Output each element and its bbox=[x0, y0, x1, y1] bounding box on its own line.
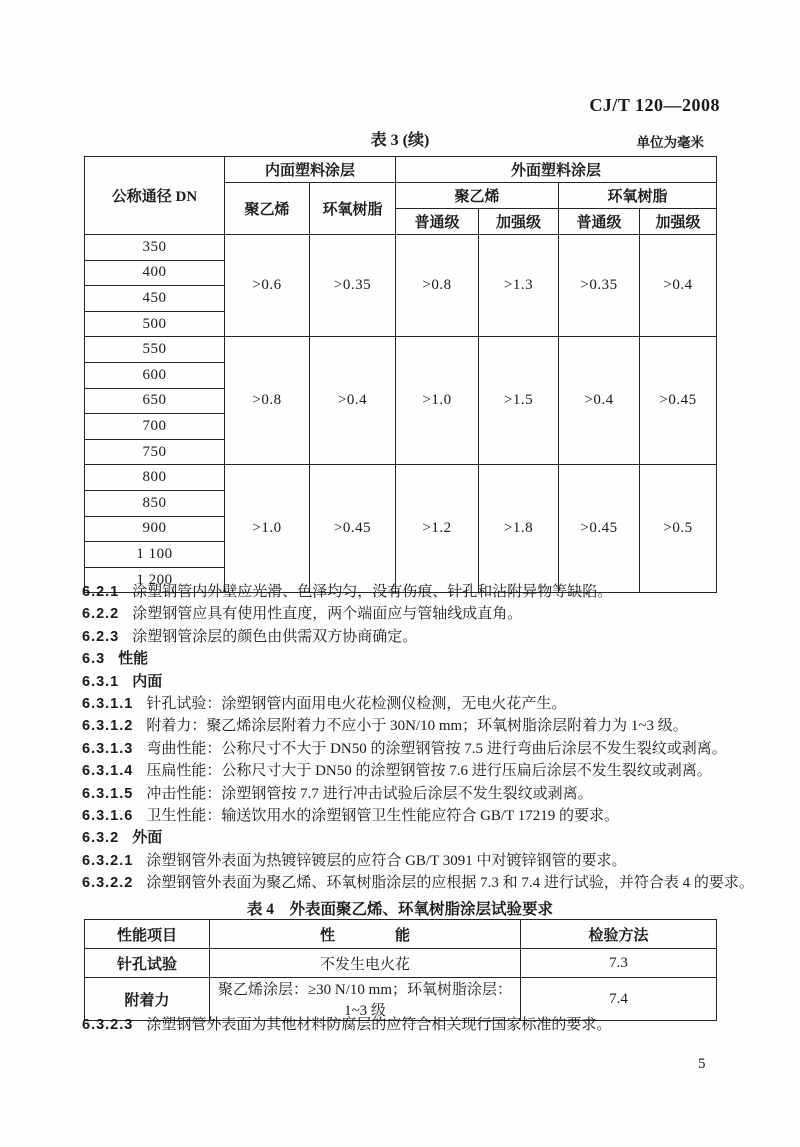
thickness-value: >0.4 bbox=[559, 337, 640, 465]
table4-item-label: 附着力 bbox=[85, 978, 210, 1021]
clause-number: 6.3.1.6 bbox=[82, 807, 134, 824]
thickness-value: >1.5 bbox=[479, 337, 559, 465]
clause-6-3-1-5 bbox=[82, 783, 732, 805]
clause-6-3-1 bbox=[82, 671, 732, 693]
table3-coating-thickness bbox=[84, 156, 717, 593]
clause-number: 6.3.1.1 bbox=[82, 695, 134, 712]
clause-6-2-2 bbox=[82, 603, 732, 625]
table3-header-inner-epoxy: 环氧树脂 bbox=[310, 183, 396, 235]
clause-number: 6.3.1.2 bbox=[82, 718, 134, 735]
clause-number: 6.3.2 bbox=[82, 830, 120, 847]
thickness-value: >1.0 bbox=[225, 465, 310, 593]
clause-6-3-2 bbox=[82, 827, 732, 849]
thickness-value: >0.8 bbox=[225, 337, 310, 465]
table3-row bbox=[85, 235, 717, 261]
clause-6-2-3 bbox=[82, 626, 732, 648]
clause-text: 涂塑钢管外表面为其他材料防腐层的应符合相关现行国家标准的要求。 bbox=[146, 1017, 612, 1033]
clause-6-2-1 bbox=[82, 581, 732, 603]
clause-text: 内面 bbox=[132, 673, 163, 690]
dn-value: 500 bbox=[85, 311, 225, 337]
clause-6-3-1-6 bbox=[82, 805, 732, 827]
clause-text: 针孔试验：涂塑钢管内面用电火花检测仪检测，无电火花产生。 bbox=[146, 695, 567, 712]
clause-text: 压扁性能：公称尺寸大于 DN50 的涂塑钢管按 7.6 进行压扁后涂层不发生裂纹或剥离。 bbox=[146, 763, 712, 780]
dn-value: 550 bbox=[85, 337, 225, 363]
table4-item-label: 针孔试验 bbox=[85, 949, 210, 978]
dn-value: 850 bbox=[85, 490, 225, 516]
clause-number: 6.3.1.3 bbox=[82, 740, 134, 757]
clause-6-3-2-3 bbox=[82, 1014, 732, 1036]
doc-standard-number: CJ/T 120—2008 bbox=[589, 95, 720, 115]
clause-text: 涂塑钢管外表面为聚乙烯、环氧树脂涂层的应根据 7.3 和 7.4 进行试验，并符合表 4 的要求。 bbox=[146, 875, 754, 892]
table3-title: 表 3 (续) bbox=[370, 132, 430, 149]
thickness-value: >0.6 bbox=[225, 235, 310, 337]
clause-text: 性能 bbox=[118, 651, 149, 668]
thickness-value: >0.4 bbox=[640, 235, 717, 337]
table4-title: 表 4 外表面聚乙烯、环氧树脂涂层试验要求 bbox=[246, 901, 554, 918]
clause-number: 6.2.2 bbox=[82, 606, 120, 623]
clause-text: 弯曲性能：公称尺寸不大于 DN50 的涂塑钢管按 7.5 进行弯曲后涂层不发生裂纹或剥离。 bbox=[146, 740, 727, 757]
clause-text: 涂塑钢管外表面为热镀锌镀层的应符合 GB/T 3091 中对镀锌钢管的要求。 bbox=[146, 852, 627, 869]
clause-text: 卫生性能：输送饮用水的涂塑钢管卫生性能应符合 GB/T 17219 的要求。 bbox=[146, 807, 619, 824]
table3-header-pe-reinforced-grade: 加强级 bbox=[479, 209, 559, 235]
table3-row bbox=[85, 465, 717, 491]
table4-header-item: 性能项目 bbox=[85, 920, 210, 949]
clause-text: 附着力：聚乙烯涂层附着力不应小于 30N/10 mm；环氧树脂涂层附着力为 1~3 级。 bbox=[146, 718, 688, 735]
table3-unit-note: 单位为毫米 bbox=[636, 135, 704, 150]
table4-outer-coating-test-requirements bbox=[84, 919, 717, 1021]
clause-text: 冲击性能：涂塑钢管按 7.7 进行冲击试验后涂层不发生裂纹或剥离。 bbox=[146, 785, 593, 802]
clause-list bbox=[82, 581, 754, 894]
table3-header-outer-coating: 外面塑料涂层 bbox=[396, 157, 717, 183]
dn-value: 700 bbox=[85, 414, 225, 440]
thickness-value: >0.45 bbox=[310, 465, 396, 593]
dn-value: 350 bbox=[85, 235, 225, 261]
thickness-value: >1.2 bbox=[396, 465, 479, 593]
clause-6-3-2-2 bbox=[82, 872, 754, 894]
table3-header-outer-epoxy: 环氧树脂 bbox=[559, 183, 717, 209]
clause-text: 涂塑钢管内外壁应光滑、色泽均匀，没有伤痕、针孔和沾附异物等缺陷。 bbox=[132, 584, 613, 600]
clause-text: 涂塑钢管应具有使用性直度，两个端面应与管轴线成直角。 bbox=[132, 606, 523, 623]
table4-performance-value: 不发生电火花 bbox=[210, 949, 521, 978]
clause-number: 6.2.1 bbox=[82, 584, 120, 600]
clause-6-3-1-3 bbox=[82, 738, 732, 760]
thickness-value: >0.45 bbox=[640, 337, 717, 465]
dn-value: 900 bbox=[85, 516, 225, 542]
clause-number: 6.2.3 bbox=[82, 628, 120, 645]
clause-number: 6.3.1 bbox=[82, 673, 120, 690]
dn-value: 600 bbox=[85, 362, 225, 388]
table3-body bbox=[85, 235, 717, 593]
clause-number: 6.3.2.2 bbox=[82, 875, 134, 892]
clause-6-3-1-4 bbox=[82, 760, 732, 782]
dn-value: 800 bbox=[85, 465, 225, 491]
dn-value: 400 bbox=[85, 260, 225, 286]
table3-header-inner-coating: 内面塑料涂层 bbox=[225, 157, 396, 183]
table3-header-inner-pe: 聚乙烯 bbox=[225, 183, 310, 235]
dn-value: 750 bbox=[85, 439, 225, 465]
clause-6-3 bbox=[82, 648, 732, 670]
table4-row-pinhole bbox=[85, 949, 717, 978]
table3-header-epoxy-reinforced-grade: 加强级 bbox=[640, 209, 717, 235]
clause-6-3-1-2 bbox=[82, 715, 732, 737]
dn-value: 1 100 bbox=[85, 542, 225, 568]
table3-caption bbox=[84, 127, 716, 149]
thickness-value: >0.5 bbox=[640, 465, 717, 593]
clause-number: 6.3.1.5 bbox=[82, 785, 134, 802]
clause-number: 6.3.2.1 bbox=[82, 852, 134, 869]
table3-header-dn: 公称通径 DN bbox=[85, 157, 225, 235]
clause-number: 6.3 bbox=[82, 651, 106, 668]
thickness-value: >1.8 bbox=[479, 465, 559, 593]
table3-header-epoxy-normal-grade: 普通级 bbox=[559, 209, 640, 235]
clause-6-3-1-1 bbox=[82, 693, 732, 715]
table4-method-value: 7.4 bbox=[521, 978, 717, 1021]
dn-value: 1 200 bbox=[85, 567, 225, 593]
thickness-value: >1.3 bbox=[479, 235, 559, 337]
thickness-value: >1.0 bbox=[396, 337, 479, 465]
thickness-value: >0.4 bbox=[310, 337, 396, 465]
dn-value: 650 bbox=[85, 388, 225, 414]
clause-number: 6.3.1.4 bbox=[82, 763, 134, 780]
dn-value: 450 bbox=[85, 286, 225, 312]
clause-6-3-2-1 bbox=[82, 850, 732, 872]
clause-number: 6.3.2.3 bbox=[82, 1017, 134, 1033]
thickness-value: >0.35 bbox=[559, 235, 640, 337]
table4-header-test-method: 检验方法 bbox=[521, 920, 717, 949]
page-number: 5 bbox=[698, 1056, 706, 1072]
thickness-value: >0.35 bbox=[310, 235, 396, 337]
table4-performance-value: 聚乙烯涂层：≥30 N/10 mm；环氧树脂涂层：1~3 级 bbox=[210, 978, 521, 1021]
table3-header-outer-pe: 聚乙烯 bbox=[396, 183, 559, 209]
table3-row bbox=[85, 337, 717, 363]
table4-header-performance: 性 能 bbox=[210, 920, 521, 949]
table4-method-value: 7.3 bbox=[521, 949, 717, 978]
thickness-value: >0.45 bbox=[559, 465, 640, 593]
clause-text: 外面 bbox=[132, 830, 163, 847]
table3-header-pe-normal-grade: 普通级 bbox=[396, 209, 479, 235]
clause-text: 涂塑钢管涂层的颜色由供需双方协商确定。 bbox=[132, 628, 418, 645]
thickness-value: >0.8 bbox=[396, 235, 479, 337]
